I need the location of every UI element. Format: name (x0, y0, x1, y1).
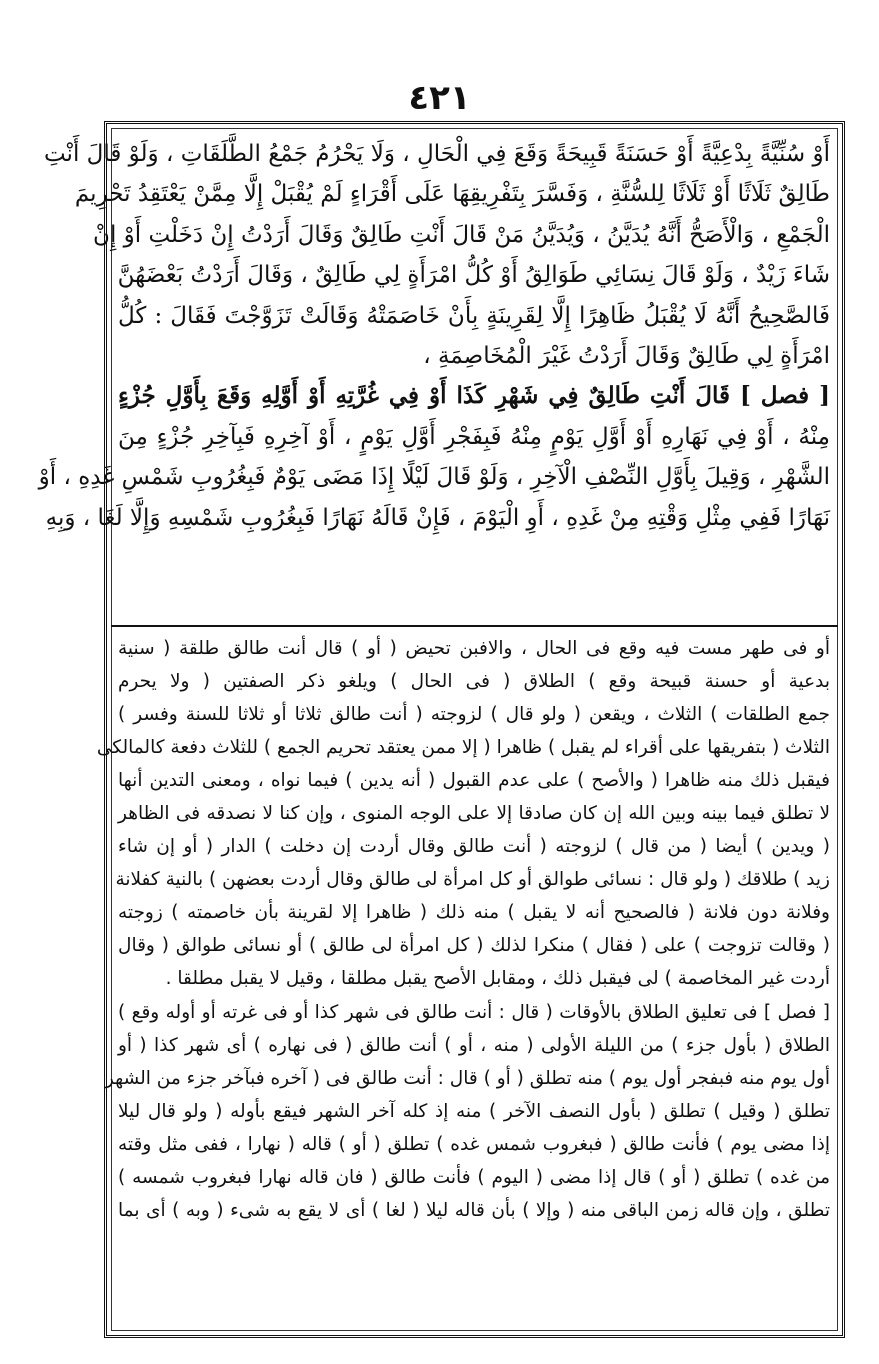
matn-line: شَاءَ زَيْدٌ ، وَلَوْ قَالَ نِسَائِي طَوَالِقُ أَوْ كُلُّ امْرَأَةٍ لِي طَالِقٌ ، وَقَالَ أَرَدْتُ بَعْضَهُنَّ (117, 262, 830, 289)
sharh-line-fasl-heading: [ فصل ] فى تعليق الطلاق بالأوقات ( قال : أنت طالق فى شهر كذا أو فى غرته أو أوله وقع ) (118, 1001, 830, 1023)
matn-line-fasl-heading: [ فصل ] قَالَ أَنْتِ طَالِقٌ فِي شَهْرِ كَذَا أَوْ فِي غُرَّتِهِ أَوْ أَوَّلِهِ وَقَعَ بِأَوَّلِ جُزْءٍ (118, 382, 830, 410)
sharh-line: بدعية أو حسنة قبيحة وقع ) الطلاق ( فى الحال ) ويلغو ذكر الصفتين ( ولا يحرم (118, 671, 830, 693)
sharh-line: فيقبل ذلك منه ظاهرا ( والأصح ) على عدم القبول ( أنه يدين ) فيما نواه ، ومعنى التدين أنها (118, 770, 830, 792)
sharh-line: ( ويدين ) أيضا ( من قال ) لزوجته ( أنت طالق وقال أردت إن دخلت ) الدار ( أو إن شاء (118, 836, 830, 858)
sharh-line: وفلانة دون فلانة ( فالصحيح أنه لا يقبل ) منه ذلك ( ظاهرا إلا لقرينة بأن خاصمته ) زوجته (118, 902, 830, 924)
section-divider (111, 625, 838, 627)
matn-line: طَالِقٌ ثَلَاثًا أَوْ ثَلَاثًا لِلسُّنَّةِ ، وَفَسَّرَ بِتَفْرِيقِهَا عَلَى أَقْرَاءٍ لَمْ يُقْبَلْ إِلَّا مِمَّنْ يَعْتَقِدُ تَحْرِيمَ (74, 181, 830, 208)
sharh-line: جمع الطلقات ) الثلاث ، ويقعن ( ولو قال ) لزوجته ( أنت طالق ثلاثا أو ثلاثا للسنة وفسر ) (118, 704, 830, 726)
sharh-line: من غده ) تطلق ( أو ) قال إذا مضى ( اليوم ) فأنت طالق ( فان قاله نهارا فبغروب شمسه ) (118, 1166, 830, 1188)
sharh-line: زيد ) طلاقك ( ولو قال : نسائى طوالق أو كل امرأة لى طالق وقال أردت بعضهن ) بالنية كفلانة (115, 869, 830, 891)
matn-line: فَالصَّحِيحُ أَنَّهُ لَا يُقْبَلُ ظَاهِرًا إِلَّا لِقَرِينَةٍ بِأَنْ خَاصَمَتْهُ وَقَالَتْ تَزَوَّجْتَ فَقَالَ : كُلُّ (118, 302, 830, 329)
sharh-line: ( وقالت تزوجت ) على ( فقال ) منكرا لذلك ( كل امرأة لى طالق ) أو نسائى طوالق ( وقال (118, 935, 830, 957)
sharh-line: أو فى طهر مست فيه وقع فى الحال ، والافبن تحيض ( أو ) قال أنت طالق طلقة ( سنية (118, 638, 830, 659)
sharh-commentary-block (96, 632, 830, 1327)
matn-line: امْرَأَةٍ لِي طَالِقٌ وَقَالَ أَرَدْتُ غَيْرَ الْمُخَاصِمَةِ ، (423, 342, 830, 369)
sharh-line: أول يوم منه فبفجر أول يوم ) منه تطلق ( أو ) قال : أنت طالق فى ( آخره فبآخر جزء من الشهر (104, 1067, 830, 1089)
sharh-line: تطلق ، وإن قاله زمن الباقى منه ( وإلا ) بأن قاله ليلا ( لغا ) أى لا يقع به شىء ( وبه ) أى بما (118, 1199, 830, 1221)
matn-line: الشَّهْرِ ، وَقِيلَ بِأَوَّلِ النِّصْفِ الْآخِرِ ، وَلَوْ قَالَ لَيْلًا إِذَا مَضَى يَوْمٌ فَبِغُرُوبِ شَمْسِ غَدِهِ ، أَوْ (38, 464, 830, 491)
matn-text-block (38, 134, 830, 622)
page-number: ٤٢١ (408, 78, 471, 118)
matn-line: الْجَمْعِ ، وَالْأَصَحُّ أَنَّهُ يُدَيَّنُ ، وَيُدَيَّنُ مَنْ قَالَ أَنْتِ طَالِقٌ وَقَالَ أَرَدْتُ إِنْ دَخَلْتِ أَوْ إِنْ (93, 221, 830, 248)
sharh-line: إذا مضى يوم ) فأنت طالق ( فبغروب شمس غده ) تطلق ( أو ) قاله ( نهارا ، ففى مثل وقته (118, 1133, 830, 1155)
matn-line: نَهَارًا فَفِي مِثْلِ وَقْتِهِ مِنْ غَدِهِ ، أَوِ الْيَوْمَ ، فَإِنْ قَالَهُ نَهَارًا فَبِغُرُوبِ شَمْسِهِ وَإِلَّا لَغَا ، وَبِهِ (45, 504, 830, 531)
sharh-line: تطلق ( وقيل ) تطلق ( بأول النصف الآخر ) منه إذ كله آخر الشهر فيقع بأوله ( ولو قال ليلا (118, 1100, 830, 1122)
sharh-line: الطلاق ( بأول جزء ) من الليلة الأولى ( منه ، أو ) أنت طالق ( فى نهاره ) أى شهر كذا ( أو (118, 1034, 830, 1056)
matn-line: أَوْ سُنِّيَّةً بِدْعِيَّةً أَوْ حَسَنَةً قَبِيحَةً وَقَعَ فِي الْحَالِ ، وَلَا يَحْرُمُ جَمْعُ الطَّلَقَاتِ ، وَلَوْ قَالَ أَنْتِ (43, 141, 830, 167)
sharh-line: لا تطلق فيما بينه وبين الله إن كان صادقا إلا على الوجه المنوى ، وإن كنا لا نصدقه فى الظاهر (118, 803, 830, 825)
sharh-line: الثلاث ( بتفريقها على أقراء لم يقبل ) ظاهرا ( إلا ممن يعتقد تحريم الجمع ) للثلاث دفعة كالمالكى (96, 737, 830, 759)
matn-line: مِنْهُ ، أَوْ فِي نَهَارِهِ أَوْ أَوَّلِ يَوْمٍ مِنْهُ فَبِفَجْرِ أَوَّلِ يَوْمٍ ، أَوْ آخِرِهِ فَبِآخِرِ جُزْءٍ مِنَ (118, 423, 830, 450)
sharh-line: أردت غير المخاصمة ) لى فيقبل ذلك ، ومقابل الأصح يقبل مطلقا ، وقيل لا يقبل مطلقا . (165, 968, 830, 990)
